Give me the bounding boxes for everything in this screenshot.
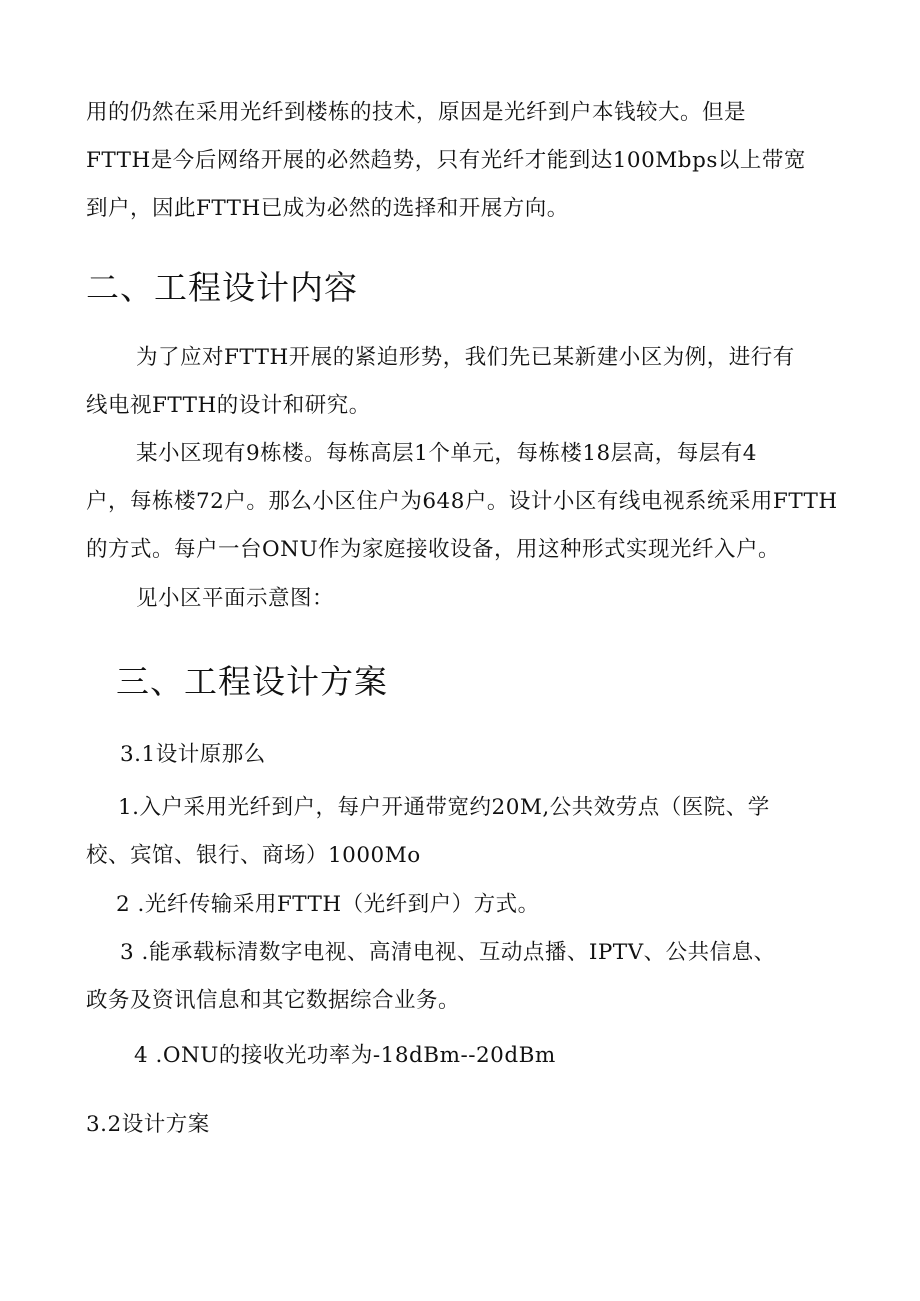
section-2-heading: 二、工程设计内容 <box>86 268 358 307</box>
item-1-line-2: 校、宾馆、银行、商场）1000Mo <box>86 843 421 868</box>
section-2-p1-line-2: 线电视FTTH的设计和研究。 <box>86 393 371 418</box>
section-3-heading: 三、工程设计方案 <box>116 662 388 701</box>
section-2-p2-line-1: 某小区现有9栋楼。每栋高层1个单元，每栋楼18层高，每层有4 <box>136 441 757 466</box>
intro-line-2: FTTH是今后网络开展的必然趋势，只有光纤才能到达100Mbps以上带宽 <box>86 148 806 173</box>
item-1-line-1: 1.入户采用光纤到户，每户开通带宽约20M,公共效劳点（医院、学 <box>118 795 770 820</box>
section-2-p2-line-3: 的方式。每户一台ONU作为家庭接收设备，用这种形式实现光纤入户。 <box>86 537 781 562</box>
item-4: 4 .ONU的接收光功率为-18dBm--20dBm <box>134 1043 556 1068</box>
intro-line-1: 用的仍然在采用光纤到楼栋的技术，原因是光纤到户本钱较大。但是 <box>86 100 747 125</box>
section-2-p2-line-2: 户，每栋楼72户。那么小区住户为648户。设计小区有线电视系统采用FTTH <box>86 489 838 514</box>
item-2: 2 .光纤传输采用FTTH（光纤到户）方式。 <box>116 892 540 917</box>
item-3-line-1: 3 .能承载标清数字电视、高清电视、互动点播、IPTV、公共信息、 <box>120 940 776 965</box>
intro-line-3: 到户，因此FTTH已成为必然的选择和开展方向。 <box>86 196 569 221</box>
section-2-p1-line-1: 为了应对FTTH开展的紧迫形势，我们先已某新建小区为例，进行有 <box>136 345 795 370</box>
section-2-p3: 见小区平面示意图： <box>136 586 335 611</box>
item-3-line-2: 政务及资讯信息和其它数据综合业务。 <box>86 988 461 1013</box>
subsection-3-1-title: 3.1设计原那么 <box>120 742 266 767</box>
subsection-3-2-title: 3.2设计方案 <box>86 1112 210 1137</box>
